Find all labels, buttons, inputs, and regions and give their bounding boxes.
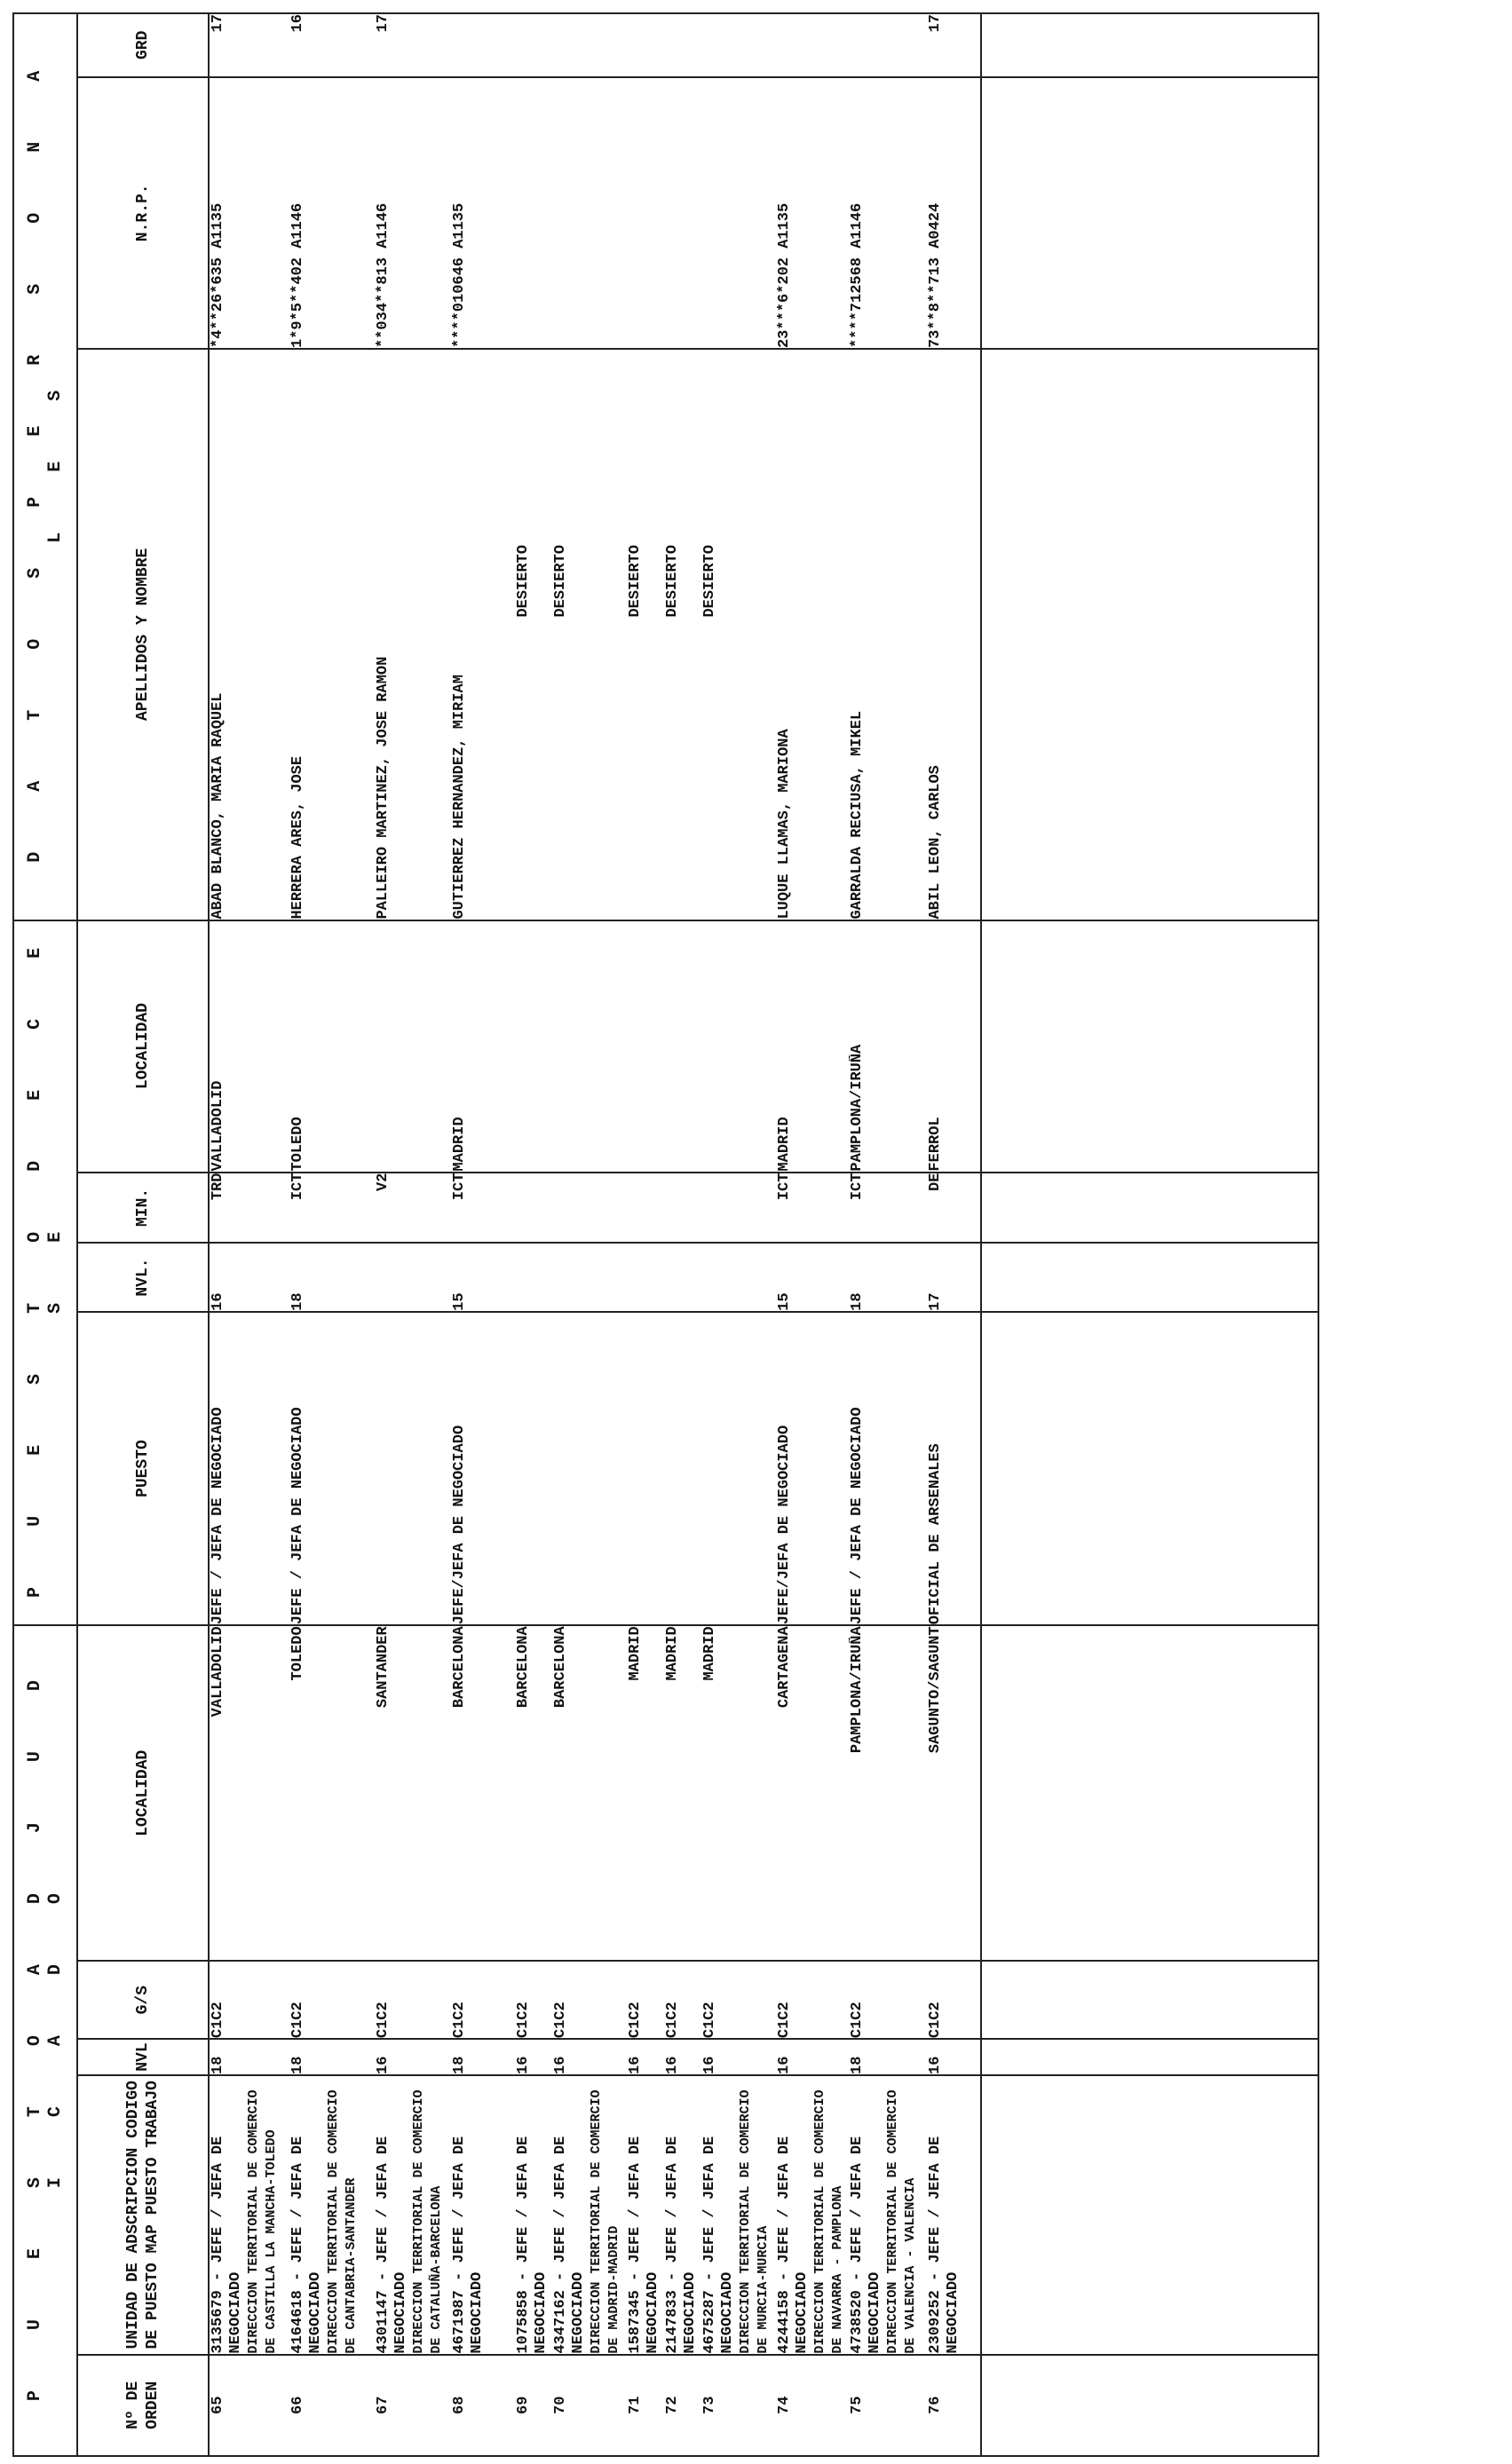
orden-cell: 65 <box>210 2396 226 2414</box>
localidad-cese-column <box>209 920 981 1173</box>
puesto-cese-cell: OFICIAL DE ARSENALES <box>927 1443 944 1625</box>
orden-cell: 68 <box>451 2396 468 2414</box>
col-header-unidad: UNIDAD DE ADSCRIPCION CODIGO DE PUESTO MAP PUESTO TRABAJO <box>77 2075 209 2355</box>
nrp-cell: **034**813 A1146 <box>375 202 392 349</box>
nrp-cell: 1*9*5**402 A1146 <box>289 202 306 349</box>
col-header-nrp: N.R.P. <box>77 77 209 349</box>
puesto-cese-cell <box>627 1313 664 1624</box>
localidad-cese-cell <box>664 921 701 1172</box>
gs-cell: C1C2 <box>451 2002 468 2039</box>
unidad-cell <box>927 2076 980 2354</box>
grd-cell <box>664 14 701 76</box>
nombre-cell: PALLEIRO MARTINEZ, JOSE RAMON <box>375 656 392 920</box>
unidad-text: DIRECCION TERRITORIAL DE COMERCIO DE NAVARRA - PAMPLONA <box>812 2089 845 2354</box>
nombre-cell: DESIERTO <box>627 544 644 618</box>
puesto-code-text: 2309252 - JEFE / JEFA DE NEGOCIADO <box>927 2136 962 2354</box>
grd-cell: 17 <box>927 14 944 33</box>
puesto-cese-column <box>209 1312 981 1625</box>
localidad-cese-cell <box>375 921 451 1172</box>
nrp-cell <box>664 78 701 348</box>
nrp-cell <box>552 78 627 348</box>
grd-cell <box>627 14 664 76</box>
puesto-cese-cell: JEFE/JEFA DE NEGOCIADO <box>776 1425 793 1625</box>
col-header-apellidos: APELLIDOS Y NOMBRE <box>77 349 209 920</box>
localidad-cell: VALLADOLID <box>210 1626 226 1718</box>
unidad-text: DIRECCION TERRITORIAL DE COMERCIO DE CASTILLA LA MANCHA-TOLEDO <box>246 2089 279 2354</box>
unidad-text: DIRECCION TERRITORIAL DE COMERCIO DE MURCIA-MURCIA <box>738 2089 771 2354</box>
nrp-cell: 23***6*202 A1135 <box>776 202 793 349</box>
min-cell: ICT <box>849 1173 866 1201</box>
orden-cell: 76 <box>927 2396 944 2414</box>
unidad-text: DIRECCION TERRITORIAL DE COMERCIO DE CANTABRIA-SANTANDER <box>326 2089 359 2354</box>
unidad-text: DIRECCION TERRITORIAL DE COMERCIO DE VALENCIA - VALENCIA <box>885 2089 918 2354</box>
col-header-grd: GRD <box>77 13 209 77</box>
grd-cell: 17 <box>210 14 226 33</box>
puesto-code-text: 4347162 - JEFE / JEFA DE NEGOCIADO <box>552 2136 587 2354</box>
orden-column <box>209 2355 981 2456</box>
localidad-cell: TOLEDO <box>289 1626 306 1681</box>
orden-cell: 70 <box>552 2396 569 2414</box>
puesto-code-text: 3135679 - JEFE / JEFA DE NEGOCIADO <box>210 2136 244 2354</box>
unidad-cell <box>776 2076 849 2354</box>
grd-cell <box>849 14 927 76</box>
unidad-cell <box>849 2076 927 2354</box>
grd-cell <box>515 14 552 76</box>
nvl-cell: 18 <box>289 2056 306 2074</box>
nombre-cell: DESIERTO <box>515 544 532 618</box>
puesto-cese-cell <box>664 1313 701 1624</box>
localidad-cese-cell <box>515 921 552 1172</box>
group-header-puesto-adjudicado: P U E S T O A D J U D I C A D O <box>13 1625 77 2456</box>
unidad-cell <box>552 2076 627 2354</box>
gs-cell: C1C2 <box>776 2002 793 2039</box>
nombre-cell: HERRERA ARES, JOSE <box>289 755 306 920</box>
gs-cell: C1C2 <box>664 2002 681 2039</box>
nvl-cese-cell: 16 <box>210 1292 226 1311</box>
grd-cell <box>701 14 776 76</box>
orden-cell: 66 <box>289 2396 306 2414</box>
group-header-datos-personales: D A T O S P E R S O N A L E S <box>13 13 77 920</box>
puesto-code-text: 4244158 - JEFE / JEFA DE NEGOCIADO <box>776 2136 811 2354</box>
localidad-cese-cell: VALLADOLID <box>210 1080 226 1172</box>
nvl-cell: 16 <box>701 2056 718 2074</box>
grd-cell <box>776 14 849 76</box>
localidad-cell: MADRID <box>664 1626 681 1681</box>
col-header-localidad-cese: LOCALIDAD <box>77 920 209 1173</box>
unidad-text: DIRECCION TERRITORIAL DE COMERCIO DE CATALUÑA-BARCELONA <box>411 2089 444 2354</box>
nrp-cell <box>515 78 552 348</box>
orden-cell: 69 <box>515 2396 532 2414</box>
nombre-cell: GARRALDA RECIUSA, MIKEL <box>849 710 866 920</box>
group-header-puesto-cese: P U E S T O D E C E S E <box>13 920 77 1626</box>
nrp-cell <box>627 78 664 348</box>
puesto-cese-cell <box>701 1313 776 1624</box>
min-cell: ICT <box>451 1173 468 1201</box>
min-cell <box>552 1173 627 1243</box>
gs-cell: C1C2 <box>627 2002 644 2039</box>
nvl-cese-cell: 18 <box>849 1292 866 1311</box>
orden-cell: 75 <box>849 2396 866 2414</box>
localidad-cell: CARTAGENA <box>776 1626 793 1709</box>
unidad-cell <box>701 2076 776 2354</box>
nrp-cell: ****010646 A1135 <box>451 202 468 349</box>
puesto-code-text: 4675287 - JEFE / JEFA DE NEGOCIADO <box>701 2136 736 2354</box>
min-cell: ICT <box>776 1173 793 1201</box>
nvl-cell: 18 <box>451 2056 468 2074</box>
gs-cell: C1C2 <box>210 2002 226 2039</box>
nvl-cese-cell <box>627 1244 664 1311</box>
localidad-column <box>209 1625 981 1961</box>
nvl-cell: 18 <box>849 2056 866 2074</box>
min-cell: ICT <box>289 1173 306 1201</box>
localidad-cese-cell: FERROL <box>927 1117 944 1172</box>
unidad-column <box>209 2075 981 2355</box>
nvl-cell: 16 <box>375 2056 392 2074</box>
puesto-code-text: 2147833 - JEFE / JEFA DE NEGOCIADO <box>664 2136 699 2354</box>
nvl-cese-cell: 15 <box>451 1292 468 1311</box>
grd-cell <box>552 14 627 76</box>
puesto-code-text: 1075858 - JEFE / JEFA DE NEGOCIADO <box>515 2136 550 2354</box>
col-header-nvl: NVL <box>77 2039 209 2075</box>
col-header-localidad: LOCALIDAD <box>77 1625 209 1961</box>
localidad-cell: MADRID <box>627 1626 644 1681</box>
localidad-cell: BARCELONA <box>552 1626 569 1709</box>
localidad-cese-cell: MADRID <box>451 1117 468 1172</box>
nvl-cese-column <box>209 1243 981 1312</box>
min-column <box>209 1173 981 1244</box>
nvl-cell: 16 <box>927 2056 944 2074</box>
unidad-text: DIRECCION TERRITORIAL DE COMERCIO DE MADRID-MADRID <box>589 2089 621 2354</box>
puesto-cese-cell <box>552 1313 627 1624</box>
puesto-code-text: 1587345 - JEFE / JEFA DE NEGOCIADO <box>627 2136 661 2354</box>
nvl-cell: 16 <box>776 2056 793 2074</box>
gs-cell: C1C2 <box>552 2002 569 2039</box>
unidad-cell <box>627 2076 664 2354</box>
localidad-cese-cell: TOLEDO <box>289 1117 306 1172</box>
unidad-cell <box>375 2076 451 2354</box>
nombre-cell: DESIERTO <box>701 544 718 618</box>
localidad-cese-cell <box>552 921 627 1172</box>
col-header-min: MIN. <box>77 1173 209 1244</box>
gs-cell: C1C2 <box>515 2002 532 2039</box>
grd-column <box>209 13 981 77</box>
nvl-cese-cell <box>701 1244 776 1311</box>
localidad-cese-cell: PAMPLONA/IRUÑA <box>849 1044 866 1172</box>
col-header-orden: Nº DE ORDEN <box>77 2355 209 2456</box>
min-cell <box>515 1173 552 1243</box>
puesto-cese-cell: JEFE/JEFA DE NEGOCIADO <box>451 1425 468 1625</box>
grd-cell: 17 <box>375 14 392 33</box>
nombre-cell: LUQUE LLAMAS, MARIONA <box>776 729 793 920</box>
col-header-puesto: PUESTO <box>77 1312 209 1625</box>
min-cell <box>701 1173 776 1243</box>
nrp-cell: *4**26*635 A1135 <box>210 202 226 349</box>
col-header-gs: G/S <box>77 1961 209 2039</box>
nombre-cell: DESIERTO <box>664 544 681 618</box>
orden-cell: 67 <box>375 2396 392 2414</box>
nvl-cese-cell: 15 <box>776 1292 793 1311</box>
apellidos-column <box>209 349 981 920</box>
localidad-cell: SAGUNTO/SAGUNT <box>927 1626 944 1754</box>
puesto-cese-cell: JEFE / JEFA DE NEGOCIADO <box>289 1407 306 1625</box>
table-body <box>209 13 1318 2456</box>
adjudication-table <box>12 12 1319 2457</box>
orden-cell: 72 <box>664 2396 681 2414</box>
puesto-cese-cell <box>375 1313 451 1624</box>
puesto-cese-cell: JEFE / JEFA DE NEGOCIADO <box>849 1407 866 1625</box>
gs-cell: C1C2 <box>927 2002 944 2039</box>
puesto-code-text: 4301147 - JEFE / JEFA DE NEGOCIADO <box>375 2136 409 2354</box>
localidad-cese-cell <box>701 921 776 1172</box>
grd-cell <box>451 14 515 76</box>
min-cell <box>627 1173 664 1243</box>
localidad-cell: MADRID <box>701 1626 718 1681</box>
nombre-cell: ABAD BLANCO, MARIA RAQUEL <box>210 692 226 920</box>
orden-cell: 74 <box>776 2396 793 2414</box>
nombre-cell: DESIERTO <box>552 544 569 618</box>
nvl-cell: 16 <box>664 2056 681 2074</box>
grd-cell: 16 <box>289 14 306 33</box>
orden-cell: 71 <box>627 2396 644 2414</box>
unidad-cell <box>210 2076 289 2354</box>
localidad-cell: BARCELONA <box>515 1626 532 1709</box>
unidad-cell <box>664 2076 701 2354</box>
nvl-cese-cell <box>552 1244 627 1311</box>
nrp-cell: ****712568 A1146 <box>849 202 866 349</box>
table-body-row <box>209 13 981 2456</box>
puesto-code-text: 4671987 - JEFE / JEFA DE NEGOCIADO <box>451 2136 486 2354</box>
nombre-cell: ABIL LEON, CARLOS <box>927 765 944 920</box>
nvl-cese-cell <box>375 1244 451 1311</box>
puesto-code-text: 4164618 - JEFE / JEFA DE NEGOCIADO <box>289 2136 324 2354</box>
gs-cell: C1C2 <box>375 2002 392 2039</box>
localidad-cese-cell: MADRID <box>776 1117 793 1172</box>
nvl-cese-cell <box>515 1244 552 1311</box>
gs-cell: C1C2 <box>289 2002 306 2039</box>
nrp-cell <box>701 78 776 348</box>
unidad-cell <box>451 2076 515 2354</box>
puesto-cese-cell <box>515 1313 552 1624</box>
puesto-cese-cell: JEFE / JEFA DE NEGOCIADO <box>210 1407 226 1625</box>
min-cell: DE <box>927 1173 944 1191</box>
nvl-cese-cell: 18 <box>289 1292 306 1311</box>
nombre-cell: GUTIERREZ HERNANDEZ, MIRIAM <box>451 675 468 920</box>
orden-cell: 73 <box>701 2396 718 2414</box>
nvl-cell: 16 <box>515 2056 532 2074</box>
nrp-column <box>209 77 981 349</box>
min-cell <box>664 1173 701 1243</box>
nvl-cese-cell <box>664 1244 701 1311</box>
nvl-cese-cell: 17 <box>927 1292 944 1311</box>
puesto-code-text: 4738520 - JEFE / JEFA DE NEGOCIADO <box>849 2136 883 2354</box>
min-cell: TRD <box>210 1173 226 1201</box>
localidad-cell: BARCELONA <box>451 1626 468 1709</box>
nvl-cell: 16 <box>552 2056 569 2074</box>
nvl-cell: 16 <box>627 2056 644 2074</box>
localidad-cese-cell <box>627 921 664 1172</box>
gs-cell: C1C2 <box>849 2002 866 2039</box>
unidad-cell <box>515 2076 552 2354</box>
nrp-cell: 73**8**713 A0424 <box>927 202 944 349</box>
nvl-column <box>209 2039 981 2075</box>
min-cell: V2 <box>375 1173 392 1191</box>
gs-column <box>209 1961 981 2039</box>
nvl-cell: 18 <box>210 2056 226 2074</box>
unidad-cell <box>289 2076 375 2354</box>
localidad-cell: SANTANDER <box>375 1626 392 1709</box>
localidad-cell: PAMPLONA/IRUÑA <box>849 1626 866 1754</box>
gs-cell: C1C2 <box>701 2002 718 2039</box>
col-header-nvl-cese: NVL. <box>77 1243 209 1312</box>
